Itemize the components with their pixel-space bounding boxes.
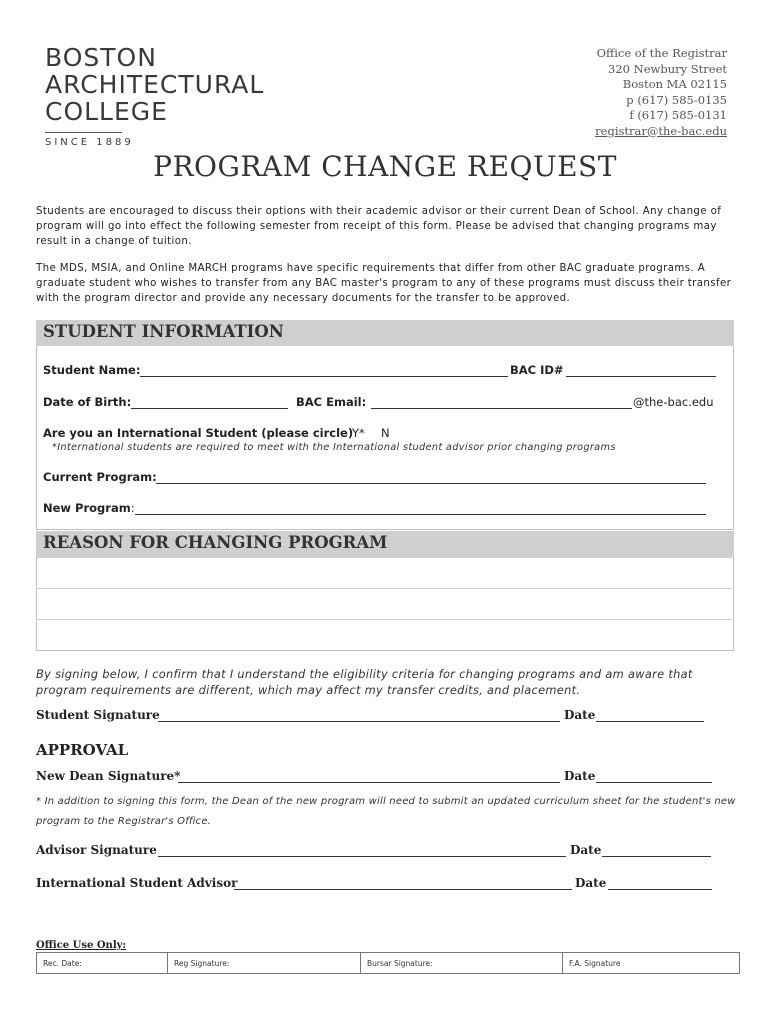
intl-advisor-signature-label: International Student Advisor <box>36 876 238 890</box>
intl-advisor-date-field[interactable] <box>608 889 712 890</box>
bac-id-field[interactable] <box>566 376 716 377</box>
student-name-field[interactable] <box>140 376 508 377</box>
new-program-field[interactable] <box>135 514 706 515</box>
approval-heading: APPROVAL <box>36 741 129 759</box>
bac-email-label: BAC Email: <box>296 395 367 409</box>
advisor-date-label: Date <box>570 843 602 857</box>
reason-line-3[interactable] <box>36 619 732 650</box>
dean-date-label: Date <box>564 769 596 783</box>
advisor-date-field[interactable] <box>602 856 711 857</box>
bac-email-suffix: @the-bac.edu <box>633 395 714 409</box>
address-office: Office of the Registrar <box>596 46 727 60</box>
advisor-signature-label: Advisor Signature <box>36 843 157 857</box>
new-program-label-group <box>43 501 135 515</box>
confirmation-statement: By signing below, I confirm that I understand the eligibility criteria for changing programs and am aware that program requirements are different, which may affect my transfer credits, and placement. <box>36 667 693 697</box>
college-logo <box>45 44 264 148</box>
bac-email-field[interactable] <box>371 408 632 409</box>
student-name-label: Student Name: <box>43 363 141 377</box>
international-note: *International students are required to meet with the International student advisor prior changing programs <box>52 442 616 453</box>
form-title: PROGRAM CHANGE REQUEST <box>153 150 617 183</box>
logo-line-3: COLLEGE <box>45 97 168 126</box>
fa-signature-cell: F.A. Signature <box>563 953 740 974</box>
student-date-field[interactable] <box>596 721 704 722</box>
address-city: Boston MA 02115 <box>622 77 727 91</box>
logo-since: SINCE 1889 <box>45 137 134 148</box>
bursar-signature-cell: Bursar Signature: <box>361 953 563 974</box>
student-info-heading: STUDENT INFORMATION <box>43 322 284 341</box>
address-fax: f (617) 585-0131 <box>629 108 727 122</box>
office-use-table <box>36 952 740 974</box>
intro-paragraph-2: The MDS, MSIA, and Online MARCH programs have specific requirements that differ from other BAC graduate programs. A graduate student who wishes to transfer from any BAC master's program to any of these programs must discuss their transfer with the program director and provide any necessary documents for the transfer to be approved. <box>36 263 732 304</box>
logo-rule <box>45 132 122 133</box>
new-program-colon: : <box>130 501 135 515</box>
dean-signature-label: New Dean Signature* <box>36 769 181 783</box>
rec-date-cell: Rec. Date: <box>37 953 168 974</box>
current-program-field[interactable] <box>156 483 706 484</box>
dob-field[interactable] <box>131 408 288 409</box>
intro-paragraph-1: Students are encouraged to discuss their options with their academic advisor or their current Dean of School. Any change of program will go into effect the following semester from receipt of this form. Please be advised that changing programs may result in a change of tuition. <box>36 206 722 247</box>
intl-advisor-signature-field[interactable] <box>234 889 572 890</box>
new-program-label: New Program <box>43 501 131 515</box>
office-use-row <box>37 953 740 974</box>
international-yes-option[interactable]: Y* <box>352 426 365 440</box>
dean-curriculum-note: * In addition to signing this form, the Dean of the new program will need to submit an updated curriculum sheet for the student's new program to the Registrar's Office. <box>36 796 736 827</box>
reason-line-2[interactable] <box>36 588 732 619</box>
international-no-option[interactable]: N <box>381 426 390 440</box>
office-use-heading: Office Use Only: <box>36 940 127 951</box>
address-street: 320 Newbury Street <box>608 61 727 76</box>
dean-signature-field[interactable] <box>178 782 560 783</box>
intl-advisor-date-label: Date <box>575 876 607 890</box>
reason-line-1[interactable] <box>36 557 732 588</box>
dob-label: Date of Birth: <box>43 395 132 409</box>
address-phone: p (617) 585-0135 <box>626 92 727 107</box>
student-date-label: Date <box>564 708 596 722</box>
logo-line-1: BOSTON <box>45 43 157 72</box>
logo-line-2: ARCHITECTURAL <box>45 70 265 99</box>
current-program-label: Current Program: <box>43 470 157 484</box>
bac-id-label: BAC ID# <box>510 363 564 377</box>
student-info-section <box>36 320 734 530</box>
reg-signature-cell: Reg Signature: <box>168 953 361 974</box>
advisor-signature-field[interactable] <box>158 856 566 857</box>
dean-date-field[interactable] <box>596 782 712 783</box>
address-email-link[interactable]: registrar@the-bac.edu <box>595 123 727 138</box>
student-signature-label: Student Signature <box>36 708 160 722</box>
reason-heading: REASON FOR CHANGING PROGRAM <box>43 533 388 552</box>
registrar-address <box>595 46 727 139</box>
student-signature-field[interactable] <box>158 721 560 722</box>
international-student-question: Are you an International Student (please circle) <box>43 426 354 440</box>
